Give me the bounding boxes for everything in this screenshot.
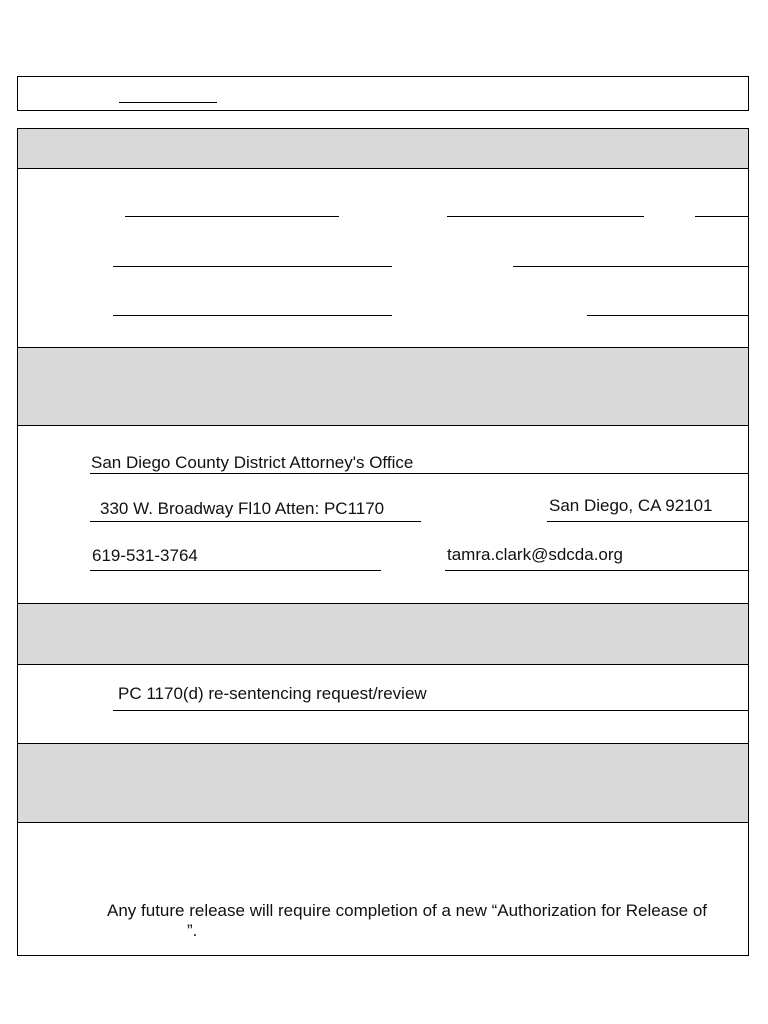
patient-field-line-5[interactable] bbox=[513, 266, 749, 267]
patient-field-line-2[interactable] bbox=[447, 216, 644, 217]
recipient-city-line bbox=[547, 521, 749, 522]
patient-field-line-6[interactable] bbox=[113, 315, 392, 316]
recipient-phone[interactable]: 619-531-3764 bbox=[92, 546, 198, 565]
patient-info-section bbox=[17, 168, 749, 348]
recipient-agency[interactable]: San Diego County District Attorney's Office bbox=[91, 453, 414, 472]
recipient-address-line bbox=[90, 521, 421, 522]
patient-field-line-3[interactable] bbox=[695, 216, 749, 217]
patient-field-line-7[interactable] bbox=[587, 315, 749, 316]
purpose-text[interactable]: PC 1170(d) re-sentencing request/review bbox=[118, 684, 427, 703]
notice-line-2: ”. bbox=[187, 921, 198, 940]
patient-field-line-1[interactable] bbox=[125, 216, 339, 217]
notice-section bbox=[17, 822, 749, 956]
recipient-email[interactable]: tamra.clark@sdcda.org bbox=[447, 545, 623, 564]
recipient-agency-line bbox=[90, 473, 749, 474]
recipient-email-line bbox=[445, 570, 749, 571]
header-field-line[interactable] bbox=[119, 102, 217, 103]
recipient-city-state-zip[interactable]: San Diego, CA 92101 bbox=[549, 496, 713, 515]
section-header-patient bbox=[17, 128, 749, 169]
section-header-recipient bbox=[17, 347, 749, 426]
form-header-box bbox=[17, 76, 749, 111]
section-header-purpose bbox=[17, 603, 749, 665]
recipient-phone-line bbox=[90, 570, 381, 571]
purpose-line bbox=[113, 710, 749, 711]
section-header-authorization bbox=[17, 743, 749, 823]
recipient-address[interactable]: 330 W. Broadway Fl10 Atten: PC1170 bbox=[100, 499, 385, 518]
patient-field-line-4[interactable] bbox=[113, 266, 392, 267]
notice-line-1: Any future release will require completion of a new “Authorization for Release of bbox=[107, 901, 708, 920]
purpose-section bbox=[17, 664, 749, 744]
